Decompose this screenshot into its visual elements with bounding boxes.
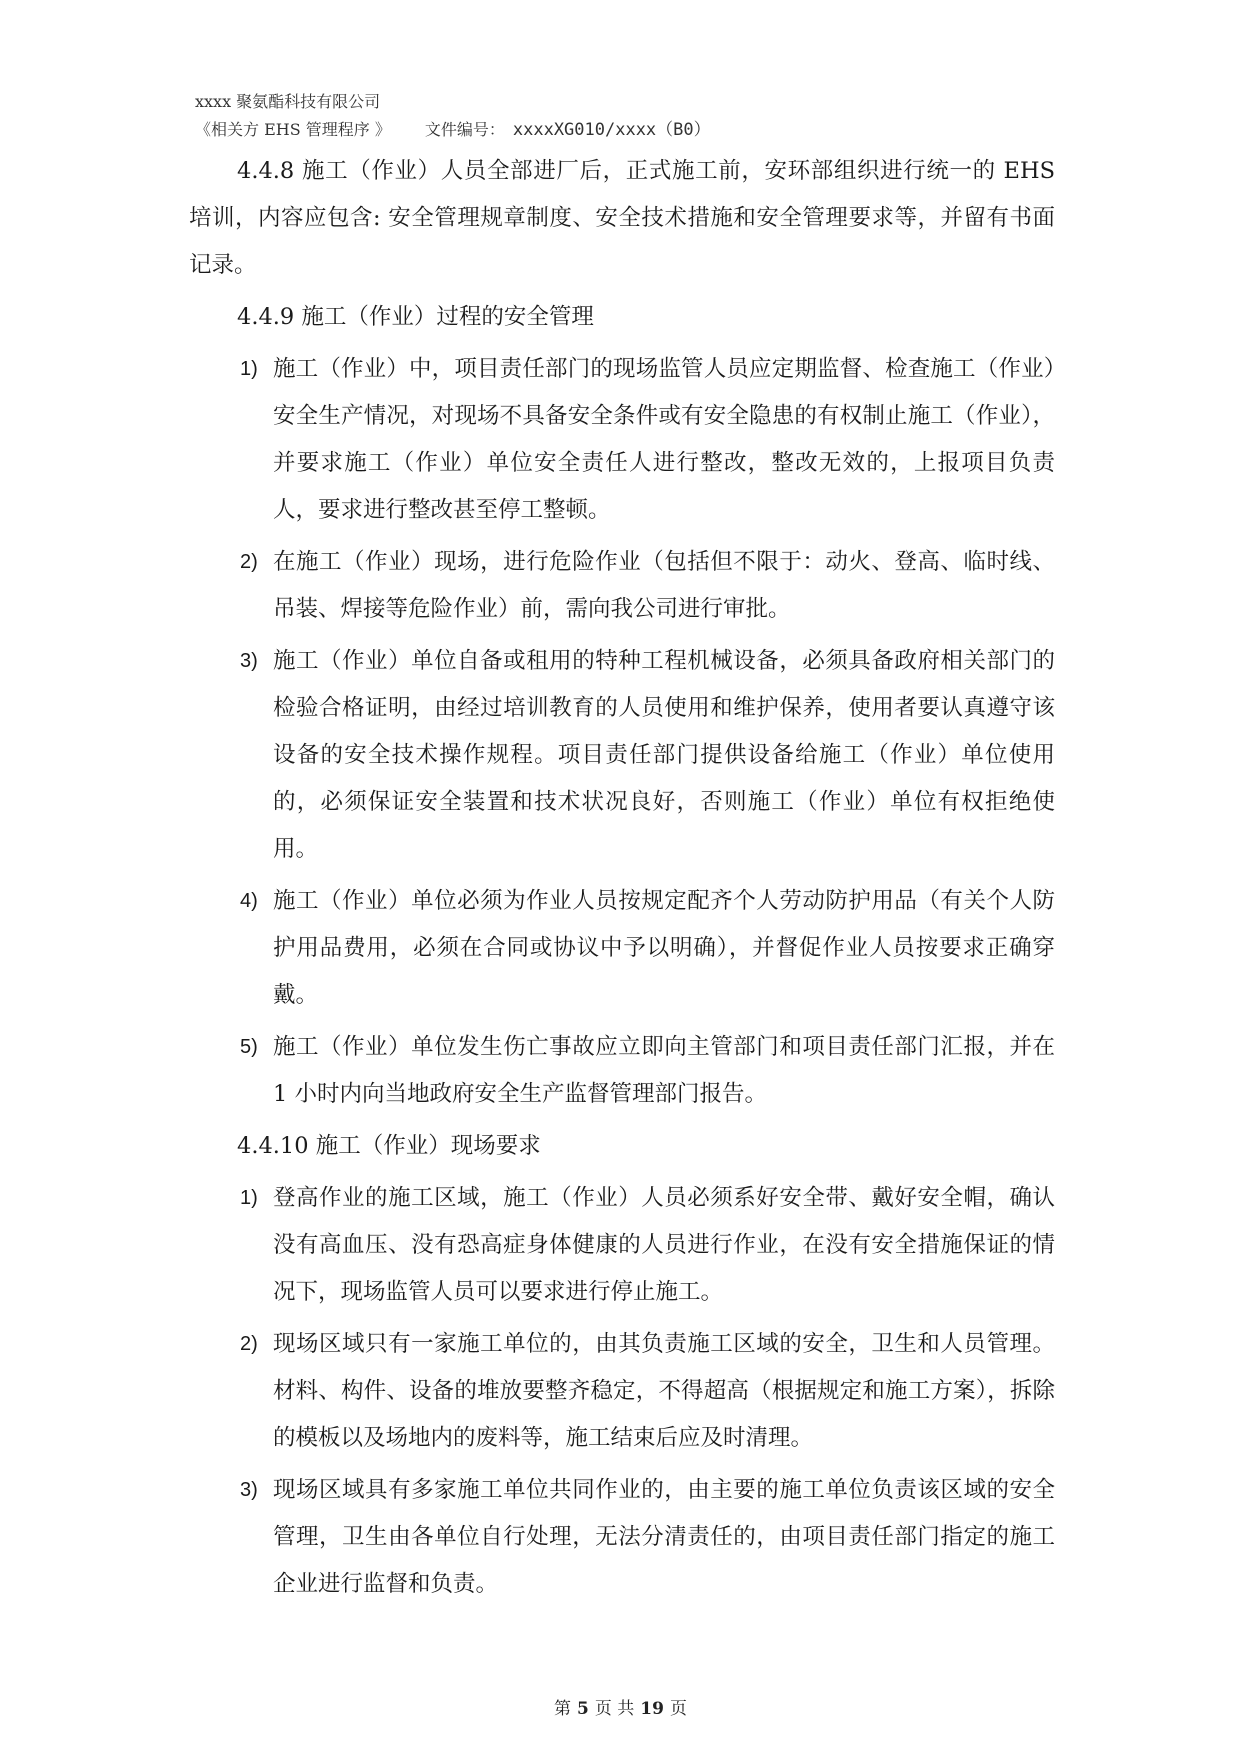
page-footer (0, 1694, 1241, 1719)
list-item (189, 539, 1055, 633)
list-item-text: 现场区域具有多家施工单位共同作业的，由主要的施工单位负责该区域的安全管理，卫生由各单位自行处理，无法分清责任的，由项目责任部门指定的施工企业进行监督和负责。 (273, 1477, 1055, 1597)
list-item (189, 638, 1055, 873)
list-item-number: 1) (240, 358, 258, 380)
list-item (189, 1467, 1055, 1608)
list-item (189, 878, 1055, 1019)
page-number: 5 (577, 1699, 589, 1719)
list-item-text: 施工（作业）中，项目责任部门的现场监管人员应定期监督、检查施工（作业）安全生产情况，对现场不具备安全条件或有安全隐患的有权制止施工（作业），并要求施工（作业）单位安全责任人进行整改，整改无效的，上报项目负责人，要求进行整改甚至停工整顿。 (273, 356, 1055, 523)
page-total: 19 (640, 1699, 664, 1719)
list-item-text: 施工（作业）单位自备或租用的特种工程机械设备，必须具备政府相关部门的检验合格证明，由经过培训教育的人员使用和维护保养，使用者要认真遵守该设备的安全技术操作规程。项目责任部门提供设备给施工（作业）单位使用的，必须保证安全装置和技术状况良好，否则施工（作业）单位有权拒绝使用。 (273, 648, 1055, 862)
list-item (189, 1175, 1055, 1316)
page-header (195, 88, 711, 144)
doc-number-value: xxxxXG010/xxxx（B0） (512, 120, 711, 140)
doc-title: 《相关方 EHS 管理程序 》 (195, 120, 391, 139)
section-4-4-8: 4.4.8 施工（作业）人员全部进厂后，正式施工前，安环部组织进行统一的 EHS 培训，内容应包含: 安全管理规章制度、安全技术措施和安全管理要求等，并留有书面记录。 (189, 158, 1055, 278)
list-item-text: 现场区域只有一家施工单位的，由其负责施工区域的安全，卫生和人员管理。材料、构件、设备的堆放要整齐稳定，不得超高（根据规定和施工方案），拆除的模板以及场地内的废料等，施工结束后应及时清理。 (273, 1331, 1055, 1451)
doc-info-line (195, 116, 711, 144)
heading-4-4-9: 4.4.9 施工（作业）过程的安全管理 (237, 304, 594, 330)
list-item-number: 3) (240, 650, 258, 672)
list-item-number: 2) (240, 1333, 258, 1355)
list-item-text: 施工（作业）单位发生伤亡事故应立即向主管部门和项目责任部门汇报，并在 1 小时内向当地政府安全生产监督管理部门报告。 (273, 1034, 1055, 1107)
list-item-number: 4) (240, 890, 258, 912)
company-name: xxxx 聚氨酯科技有限公司 (195, 92, 381, 111)
list-item (189, 1321, 1055, 1462)
list-item (189, 1024, 1055, 1118)
list-item-text: 施工（作业）单位必须为作业人员按规定配齐个人劳动防护用品（有关个人防护用品费用，必须在合同或协议中予以明确），并督促作业人员按要求正确穿戴。 (273, 888, 1055, 1008)
list-item-text: 在施工（作业）现场，进行危险作业（包括但不限于：动火、登高、临时线、吊装、焊接等危险作业）前，需向我公司进行审批。 (273, 549, 1055, 622)
list-item-number: 3) (240, 1479, 258, 1501)
list-item (189, 346, 1055, 534)
page-mid: 页 共 (594, 1699, 635, 1719)
doc-number-label: 文件编号： (424, 120, 505, 139)
list-item-number: 5) (240, 1036, 258, 1058)
list-item-text: 登高作业的施工区域，施工（作业）人员必须系好安全带、戴好安全帽，确认没有高血压、没有恐高症身体健康的人员进行作业，在没有安全措施保证的情况下，现场监管人员可以要求进行停止施工。 (273, 1185, 1055, 1305)
heading-4-4-10: 4.4.10 施工（作业）现场要求 (237, 1133, 541, 1159)
list-item-number: 2) (240, 551, 258, 573)
document-body (189, 148, 1055, 1613)
page-prefix: 第 (554, 1699, 572, 1719)
page-suffix: 页 (669, 1699, 687, 1719)
list-item-number: 1) (240, 1187, 258, 1209)
